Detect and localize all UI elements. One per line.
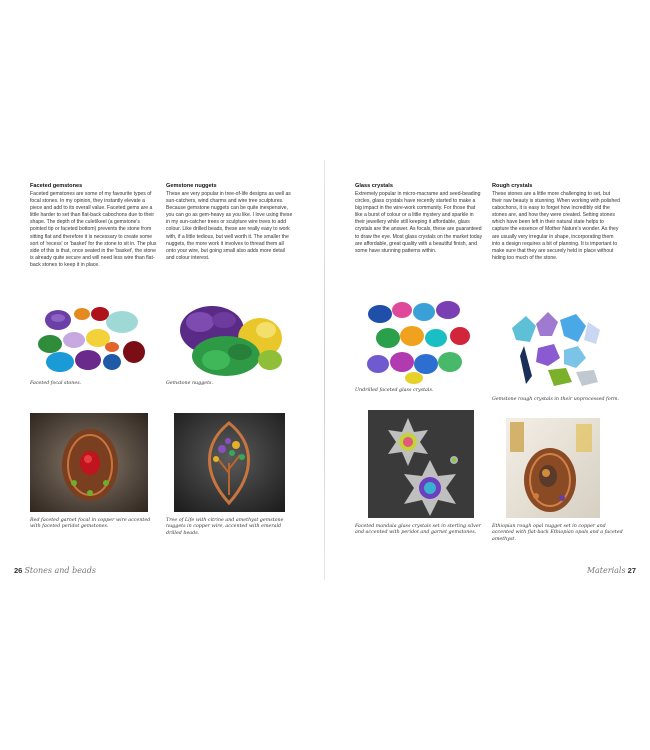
section-heading: Gemstone nuggets [166, 183, 217, 189]
garnet-pendant-photo [30, 413, 148, 512]
section-body: These are very popular in tree-of-life designs as well as sun-catchers, wind charms and wire tree sculptures. Because gemstone nuggets can be quite inexpensive, you can go as gem-heavy as you like. I love using these in my sun-catcher trees or sculpture wire trees to add colour. Like drilled beads, these are really easy to work with, if a little tedious, but well worth it. The smaller the nuggets, the more work it involves to thread them all onto your wire, but going small also adds more detail and colour interest. [166, 191, 293, 261]
tree-of-life-photo [174, 413, 285, 512]
caption-nuggets: Gemstone nuggets. [166, 381, 214, 386]
caption-glass: Undrilled faceted glass crystals. [355, 388, 434, 393]
faceted-gemstones-section [30, 183, 158, 269]
glass-crystals-photo [362, 294, 474, 388]
faceted-stones-photo [36, 300, 148, 378]
running-title: Materials [586, 566, 626, 575]
caption-pendant: Red faceted garnet focal in copper wire accented with faceted peridot gemstones. [30, 518, 151, 530]
mandala-glass-photo [368, 410, 474, 518]
rough-crystals-photo [502, 306, 606, 392]
gemstone-nuggets-photo [170, 298, 286, 380]
section-body: These stones are a little more challenging to set, but their raw beauty is stunning. When working with polished cabochons, it is easy to forget how incredibly old the stones are, and how they were created. Setting stones which have been left in their natural state helps to capture the essence of Mother Nature's wonder. As they are usually very irregular in shape, incorporating them into a design requires a bit of planning. It is important to make sure that they are securely held in place without hiding too much of the stone. [492, 191, 620, 261]
page-number: 26 [14, 566, 23, 575]
caption-faceted: Faceted focal stones. [30, 381, 82, 386]
left-folio [14, 566, 96, 575]
page-gutter [324, 160, 325, 580]
section-heading: Glass crystals [355, 183, 393, 189]
section-body: Extremely popular in micro-macrame and seed-beading circles, glass crystals have recently started to make a big impact in the wire-work community. For those that like a burst of colour or a little mystery and sparkle in their jewellery while still keeping it affordable, glass crystals are the answer. As focals, these are guaranteed to draw the eye. Most glass crystals on the market today are affordable, great quality with a beautiful finish, and some have stunning patterns within. [355, 191, 483, 254]
section-heading: Faceted gemstones [30, 183, 83, 189]
caption-tree: Tree of Life with citrine and amethyst gemstone nuggets in copper wire, accented with emerald drilled beads. [166, 518, 284, 536]
section-body: Faceted gemstones are some of my favourite types of focal stones. In my opinion, they instantly elevate a piece and add to its overall value. Faceted gems are a little harder to set than flat-back cabochons due to their shape. The depth of the culet/keel (a gemstone's pointed tip or faceted bottom) prevents the stone from sitting flat and therefore it is necessary to create some sort of 'recess' or 'basket' for the stone to sit in. The plus side of this is that, once seated in the 'basket', the stone is already quite secure and will need less wire than flat-back stones to keep it in place. [30, 191, 157, 268]
page-number: 27 [627, 566, 636, 575]
opal-pendant-photo [506, 418, 600, 518]
section-heading: Rough crystals [492, 183, 533, 189]
caption-rough: Gemstone rough crystals in their unprocessed form. [492, 397, 620, 402]
right-folio [587, 566, 636, 575]
glass-crystals-section [355, 183, 483, 255]
gemstone-nuggets-section [166, 183, 294, 262]
running-title: Stones and beads [24, 566, 96, 575]
caption-mandala: Faceted mandala glass crystals set in sterling silver and accented with peridot and garnet gemstones. [355, 524, 482, 536]
rough-crystals-section [492, 183, 620, 262]
caption-opal: Ethiopian rough opal nugget set in copper and accented with flat-back Ethiopian opals and a faceted amethyst. [492, 524, 623, 542]
